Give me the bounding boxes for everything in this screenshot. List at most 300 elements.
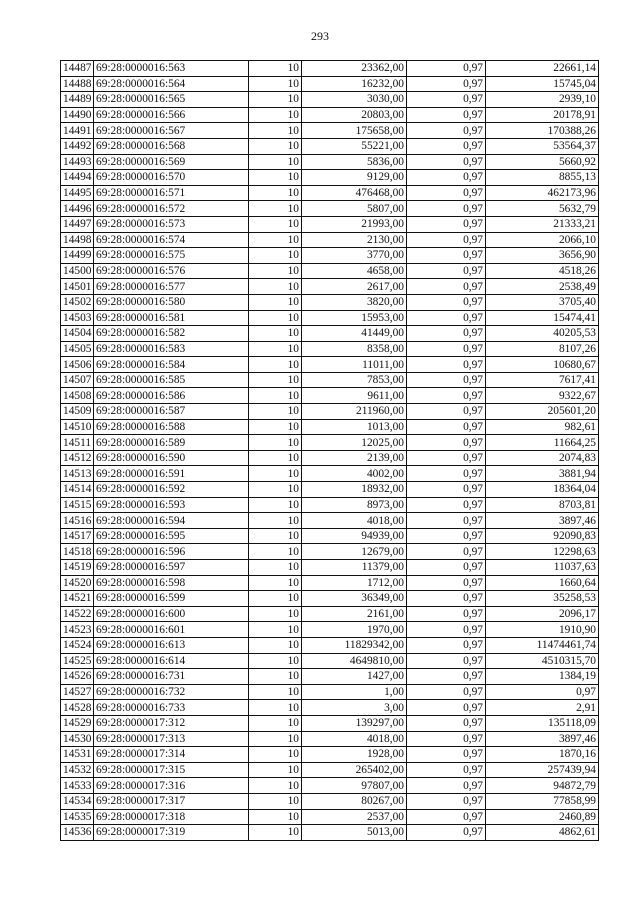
- result-value-cell: 205601,20: [486, 404, 599, 420]
- group-code-cell: 10: [249, 606, 302, 622]
- result-value-cell: 2074,83: [486, 450, 599, 466]
- cadastral-number-cell: 69:28:0000016:585: [94, 372, 249, 388]
- cadastral-value-cell: 2139,00: [302, 450, 407, 466]
- group-code-cell: 10: [249, 637, 302, 653]
- table-row: [61, 809, 599, 825]
- cadastral-value-table: [60, 60, 599, 841]
- group-code-cell: 10: [249, 61, 302, 77]
- result-value-cell: 257439,94: [486, 762, 599, 778]
- row-number-cell: 14524: [61, 637, 94, 653]
- coefficient-cell: 0,97: [407, 793, 486, 809]
- row-number-cell: 14535: [61, 809, 94, 825]
- result-value-cell: 22661,14: [486, 61, 599, 77]
- cadastral-number-cell: 69:28:0000017:317: [94, 793, 249, 809]
- group-code-cell: 10: [249, 170, 302, 186]
- table-row: [61, 544, 599, 560]
- table-row: [61, 263, 599, 279]
- cadastral-number-cell: 69:28:0000017:314: [94, 747, 249, 763]
- row-number-cell: 14529: [61, 715, 94, 731]
- row-number-cell: 14501: [61, 279, 94, 295]
- result-value-cell: 10680,67: [486, 357, 599, 373]
- result-value-cell: 2939,10: [486, 92, 599, 108]
- row-number-cell: 14528: [61, 700, 94, 716]
- cadastral-value-cell: 8358,00: [302, 341, 407, 357]
- group-code-cell: 10: [249, 762, 302, 778]
- result-value-cell: 2538,49: [486, 279, 599, 295]
- group-code-cell: 10: [249, 653, 302, 669]
- row-number-cell: 14526: [61, 669, 94, 685]
- cadastral-value-cell: 18932,00: [302, 482, 407, 498]
- result-value-cell: 92090,83: [486, 528, 599, 544]
- coefficient-cell: 0,97: [407, 154, 486, 170]
- result-value-cell: 170388,26: [486, 123, 599, 139]
- coefficient-cell: 0,97: [407, 809, 486, 825]
- table-row: [61, 232, 599, 248]
- cadastral-number-cell: 69:28:0000016:592: [94, 482, 249, 498]
- cadastral-number-cell: 69:28:0000016:614: [94, 653, 249, 669]
- cadastral-value-cell: 3030,00: [302, 92, 407, 108]
- coefficient-cell: 0,97: [407, 560, 486, 576]
- group-code-cell: 10: [249, 684, 302, 700]
- row-number-cell: 14500: [61, 263, 94, 279]
- cadastral-value-cell: 1970,00: [302, 622, 407, 638]
- cadastral-value-cell: 1,00: [302, 684, 407, 700]
- result-value-cell: 11664,25: [486, 435, 599, 451]
- cadastral-value-cell: 175658,00: [302, 123, 407, 139]
- cadastral-value-cell: 41449,00: [302, 326, 407, 342]
- cadastral-value-cell: 23362,00: [302, 61, 407, 77]
- result-value-cell: 11037,63: [486, 560, 599, 576]
- row-number-cell: 14499: [61, 248, 94, 264]
- group-code-cell: 10: [249, 622, 302, 638]
- coefficient-cell: 0,97: [407, 248, 486, 264]
- cadastral-number-cell: 69:28:0000017:313: [94, 731, 249, 747]
- cadastral-number-cell: 69:28:0000017:315: [94, 762, 249, 778]
- table-row: [61, 528, 599, 544]
- row-number-cell: 14510: [61, 419, 94, 435]
- cadastral-number-cell: 69:28:0000017:319: [94, 825, 249, 841]
- result-value-cell: 4510315,70: [486, 653, 599, 669]
- cadastral-number-cell: 69:28:0000016:591: [94, 466, 249, 482]
- group-code-cell: 10: [249, 575, 302, 591]
- result-value-cell: 15745,04: [486, 76, 599, 92]
- cadastral-number-cell: 69:28:0000016:570: [94, 170, 249, 186]
- result-value-cell: 15474,41: [486, 310, 599, 326]
- result-value-cell: 20178,91: [486, 107, 599, 123]
- cadastral-value-cell: 4018,00: [302, 731, 407, 747]
- result-value-cell: 3897,46: [486, 731, 599, 747]
- table-row: [61, 279, 599, 295]
- row-number-cell: 14507: [61, 372, 94, 388]
- table-row: [61, 731, 599, 747]
- table-row: [61, 684, 599, 700]
- table-row: [61, 419, 599, 435]
- coefficient-cell: 0,97: [407, 778, 486, 794]
- cadastral-number-cell: 69:28:0000016:566: [94, 107, 249, 123]
- cadastral-value-cell: 3770,00: [302, 248, 407, 264]
- table-row: [61, 482, 599, 498]
- result-value-cell: 5632,79: [486, 201, 599, 217]
- table-row: [61, 747, 599, 763]
- table-row: [61, 637, 599, 653]
- table-row: [61, 216, 599, 232]
- group-code-cell: 10: [249, 450, 302, 466]
- coefficient-cell: 0,97: [407, 419, 486, 435]
- cadastral-value-cell: 12025,00: [302, 435, 407, 451]
- table-row: [61, 778, 599, 794]
- cadastral-value-cell: 7853,00: [302, 372, 407, 388]
- cadastral-number-cell: 69:28:0000016:567: [94, 123, 249, 139]
- coefficient-cell: 0,97: [407, 341, 486, 357]
- group-code-cell: 10: [249, 466, 302, 482]
- row-number-cell: 14488: [61, 76, 94, 92]
- row-number-cell: 14525: [61, 653, 94, 669]
- row-number-cell: 14516: [61, 513, 94, 529]
- result-value-cell: 12298,63: [486, 544, 599, 560]
- coefficient-cell: 0,97: [407, 528, 486, 544]
- table-row: [61, 201, 599, 217]
- group-code-cell: 10: [249, 528, 302, 544]
- coefficient-cell: 0,97: [407, 544, 486, 560]
- cadastral-value-cell: 20803,00: [302, 107, 407, 123]
- result-value-cell: 53564,37: [486, 138, 599, 154]
- coefficient-cell: 0,97: [407, 435, 486, 451]
- coefficient-cell: 0,97: [407, 513, 486, 529]
- result-value-cell: 2,91: [486, 700, 599, 716]
- coefficient-cell: 0,97: [407, 216, 486, 232]
- group-code-cell: 10: [249, 700, 302, 716]
- coefficient-cell: 0,97: [407, 762, 486, 778]
- table-row: [61, 762, 599, 778]
- coefficient-cell: 0,97: [407, 263, 486, 279]
- group-code-cell: 10: [249, 560, 302, 576]
- coefficient-cell: 0,97: [407, 747, 486, 763]
- table-row: [61, 404, 599, 420]
- cadastral-value-cell: 1013,00: [302, 419, 407, 435]
- group-code-cell: 10: [249, 154, 302, 170]
- row-number-cell: 14515: [61, 497, 94, 513]
- row-number-cell: 14536: [61, 825, 94, 841]
- result-value-cell: 8107,26: [486, 341, 599, 357]
- cadastral-number-cell: 69:28:0000016:589: [94, 435, 249, 451]
- result-value-cell: 77858,99: [486, 793, 599, 809]
- coefficient-cell: 0,97: [407, 497, 486, 513]
- cadastral-value-cell: 9611,00: [302, 388, 407, 404]
- group-code-cell: 10: [249, 591, 302, 607]
- cadastral-number-cell: 69:28:0000016:576: [94, 263, 249, 279]
- row-number-cell: 14530: [61, 731, 94, 747]
- cadastral-value-cell: 55221,00: [302, 138, 407, 154]
- table-row: [61, 357, 599, 373]
- row-number-cell: 14532: [61, 762, 94, 778]
- group-code-cell: 10: [249, 388, 302, 404]
- row-number-cell: 14505: [61, 341, 94, 357]
- cadastral-number-cell: 69:28:0000016:580: [94, 294, 249, 310]
- coefficient-cell: 0,97: [407, 637, 486, 653]
- table-row: [61, 170, 599, 186]
- row-number-cell: 14533: [61, 778, 94, 794]
- cadastral-number-cell: 69:28:0000016:733: [94, 700, 249, 716]
- coefficient-cell: 0,97: [407, 482, 486, 498]
- cadastral-number-cell: 69:28:0000017:316: [94, 778, 249, 794]
- table-row: [61, 310, 599, 326]
- group-code-cell: 10: [249, 123, 302, 139]
- cadastral-number-cell: 69:28:0000016:569: [94, 154, 249, 170]
- coefficient-cell: 0,97: [407, 450, 486, 466]
- row-number-cell: 14521: [61, 591, 94, 607]
- cadastral-value-cell: 3820,00: [302, 294, 407, 310]
- result-value-cell: 1870,16: [486, 747, 599, 763]
- group-code-cell: 10: [249, 216, 302, 232]
- table-row: [61, 92, 599, 108]
- group-code-cell: 10: [249, 263, 302, 279]
- coefficient-cell: 0,97: [407, 404, 486, 420]
- group-code-cell: 10: [249, 809, 302, 825]
- group-code-cell: 10: [249, 341, 302, 357]
- coefficient-cell: 0,97: [407, 731, 486, 747]
- coefficient-cell: 0,97: [407, 326, 486, 342]
- row-number-cell: 14489: [61, 92, 94, 108]
- cadastral-number-cell: 69:28:0000016:577: [94, 279, 249, 295]
- table-row: [61, 793, 599, 809]
- coefficient-cell: 0,97: [407, 466, 486, 482]
- coefficient-cell: 0,97: [407, 123, 486, 139]
- table-row: [61, 341, 599, 357]
- cadastral-value-cell: 21993,00: [302, 216, 407, 232]
- row-number-cell: 14511: [61, 435, 94, 451]
- coefficient-cell: 0,97: [407, 76, 486, 92]
- cadastral-value-cell: 4018,00: [302, 513, 407, 529]
- group-code-cell: 10: [249, 185, 302, 201]
- group-code-cell: 10: [249, 294, 302, 310]
- cadastral-number-cell: 69:28:0000016:598: [94, 575, 249, 591]
- row-number-cell: 14494: [61, 170, 94, 186]
- cadastral-number-cell: 69:28:0000016:597: [94, 560, 249, 576]
- cadastral-value-cell: 97807,00: [302, 778, 407, 794]
- cadastral-value-cell: 1928,00: [302, 747, 407, 763]
- coefficient-cell: 0,97: [407, 92, 486, 108]
- result-value-cell: 2460,89: [486, 809, 599, 825]
- result-value-cell: 0,97: [486, 684, 599, 700]
- group-code-cell: 10: [249, 419, 302, 435]
- cadastral-value-cell: 265402,00: [302, 762, 407, 778]
- cadastral-number-cell: 69:28:0000016:581: [94, 310, 249, 326]
- result-value-cell: 2066,10: [486, 232, 599, 248]
- cadastral-number-cell: 69:28:0000016:575: [94, 248, 249, 264]
- row-number-cell: 14487: [61, 61, 94, 77]
- result-value-cell: 7617,41: [486, 372, 599, 388]
- cadastral-number-cell: 69:28:0000016:574: [94, 232, 249, 248]
- row-number-cell: 14495: [61, 185, 94, 201]
- row-number-cell: 14522: [61, 606, 94, 622]
- group-code-cell: 10: [249, 76, 302, 92]
- coefficient-cell: 0,97: [407, 61, 486, 77]
- cadastral-number-cell: 69:28:0000016:596: [94, 544, 249, 560]
- cadastral-value-cell: 476468,00: [302, 185, 407, 201]
- result-value-cell: 11474461,74: [486, 637, 599, 653]
- table-row: [61, 825, 599, 841]
- result-value-cell: 3881,94: [486, 466, 599, 482]
- coefficient-cell: 0,97: [407, 684, 486, 700]
- coefficient-cell: 0,97: [407, 107, 486, 123]
- coefficient-cell: 0,97: [407, 669, 486, 685]
- cadastral-value-cell: 2161,00: [302, 606, 407, 622]
- cadastral-value-cell: 3,00: [302, 700, 407, 716]
- result-value-cell: 3656,90: [486, 248, 599, 264]
- row-number-cell: 14531: [61, 747, 94, 763]
- table-row: [61, 653, 599, 669]
- group-code-cell: 10: [249, 544, 302, 560]
- cadastral-number-cell: 69:28:0000016:564: [94, 76, 249, 92]
- cadastral-value-cell: 94939,00: [302, 528, 407, 544]
- coefficient-cell: 0,97: [407, 825, 486, 841]
- row-number-cell: 14534: [61, 793, 94, 809]
- group-code-cell: 10: [249, 279, 302, 295]
- page-number: 293: [311, 29, 329, 43]
- coefficient-cell: 0,97: [407, 279, 486, 295]
- cadastral-value-cell: 139297,00: [302, 715, 407, 731]
- cadastral-number-cell: 69:28:0000016:572: [94, 201, 249, 217]
- cadastral-number-cell: 69:28:0000016:571: [94, 185, 249, 201]
- coefficient-cell: 0,97: [407, 170, 486, 186]
- result-value-cell: 9322,67: [486, 388, 599, 404]
- table-row: [61, 138, 599, 154]
- cadastral-value-cell: 1712,00: [302, 575, 407, 591]
- group-code-cell: 10: [249, 92, 302, 108]
- coefficient-cell: 0,97: [407, 700, 486, 716]
- cadastral-value-cell: 11011,00: [302, 357, 407, 373]
- coefficient-cell: 0,97: [407, 388, 486, 404]
- cadastral-number-cell: 69:28:0000016:586: [94, 388, 249, 404]
- result-value-cell: 8703,81: [486, 497, 599, 513]
- row-number-cell: 14493: [61, 154, 94, 170]
- row-number-cell: 14508: [61, 388, 94, 404]
- table-row: [61, 123, 599, 139]
- cadastral-value-cell: 5013,00: [302, 825, 407, 841]
- table-row: [61, 107, 599, 123]
- table-body: [61, 61, 599, 841]
- table-row: [61, 715, 599, 731]
- coefficient-cell: 0,97: [407, 232, 486, 248]
- row-number-cell: 14496: [61, 201, 94, 217]
- table-row: [61, 669, 599, 685]
- cadastral-value-cell: 9129,00: [302, 170, 407, 186]
- table-row: [61, 622, 599, 638]
- result-value-cell: 4518,26: [486, 263, 599, 279]
- result-value-cell: 462173,96: [486, 185, 599, 201]
- result-value-cell: 3897,46: [486, 513, 599, 529]
- cadastral-value-cell: 2537,00: [302, 809, 407, 825]
- result-value-cell: 1910,90: [486, 622, 599, 638]
- cadastral-value-cell: 36349,00: [302, 591, 407, 607]
- table-row: [61, 591, 599, 607]
- table-row: [61, 372, 599, 388]
- cadastral-number-cell: 69:28:0000017:318: [94, 809, 249, 825]
- row-number-cell: 14512: [61, 450, 94, 466]
- group-code-cell: 10: [249, 482, 302, 498]
- group-code-cell: 10: [249, 513, 302, 529]
- table-row: [61, 76, 599, 92]
- cadastral-number-cell: 69:28:0000016:588: [94, 419, 249, 435]
- group-code-cell: 10: [249, 201, 302, 217]
- group-code-cell: 10: [249, 326, 302, 342]
- result-value-cell: 18364,04: [486, 482, 599, 498]
- cadastral-number-cell: 69:28:0000016:587: [94, 404, 249, 420]
- row-number-cell: 14518: [61, 544, 94, 560]
- group-code-cell: 10: [249, 232, 302, 248]
- row-number-cell: 14506: [61, 357, 94, 373]
- result-value-cell: 4862,61: [486, 825, 599, 841]
- cadastral-number-cell: 69:28:0000016:731: [94, 669, 249, 685]
- cadastral-value-cell: 211960,00: [302, 404, 407, 420]
- result-value-cell: 1660,64: [486, 575, 599, 591]
- cadastral-number-cell: 69:28:0000016:565: [94, 92, 249, 108]
- coefficient-cell: 0,97: [407, 606, 486, 622]
- table-row: [61, 435, 599, 451]
- cadastral-number-cell: 69:28:0000016:584: [94, 357, 249, 373]
- group-code-cell: 10: [249, 793, 302, 809]
- row-number-cell: 14517: [61, 528, 94, 544]
- result-value-cell: 1384,19: [486, 669, 599, 685]
- result-value-cell: 8855,13: [486, 170, 599, 186]
- group-code-cell: 10: [249, 669, 302, 685]
- cadastral-number-cell: 69:28:0000017:312: [94, 715, 249, 731]
- row-number-cell: 14503: [61, 310, 94, 326]
- cadastral-number-cell: 69:28:0000016:563: [94, 61, 249, 77]
- result-value-cell: 135118,09: [486, 715, 599, 731]
- row-number-cell: 14527: [61, 684, 94, 700]
- group-code-cell: 10: [249, 778, 302, 794]
- cadastral-value-cell: 2130,00: [302, 232, 407, 248]
- result-value-cell: 5660,92: [486, 154, 599, 170]
- cadastral-number-cell: 69:28:0000016:582: [94, 326, 249, 342]
- row-number-cell: 14491: [61, 123, 94, 139]
- table-row: [61, 248, 599, 264]
- table-row: [61, 606, 599, 622]
- table-row: [61, 497, 599, 513]
- result-value-cell: 2096,17: [486, 606, 599, 622]
- group-code-cell: 10: [249, 747, 302, 763]
- group-code-cell: 10: [249, 372, 302, 388]
- cadastral-number-cell: 69:28:0000016:593: [94, 497, 249, 513]
- group-code-cell: 10: [249, 435, 302, 451]
- cadastral-number-cell: 69:28:0000016:599: [94, 591, 249, 607]
- table-row: [61, 294, 599, 310]
- group-code-cell: 10: [249, 404, 302, 420]
- group-code-cell: 10: [249, 248, 302, 264]
- cadastral-number-cell: 69:28:0000016:732: [94, 684, 249, 700]
- cadastral-number-cell: 69:28:0000016:601: [94, 622, 249, 638]
- coefficient-cell: 0,97: [407, 575, 486, 591]
- row-number-cell: 14513: [61, 466, 94, 482]
- result-value-cell: 982,61: [486, 419, 599, 435]
- coefficient-cell: 0,97: [407, 653, 486, 669]
- row-number-cell: 14509: [61, 404, 94, 420]
- cadastral-value-cell: 12679,00: [302, 544, 407, 560]
- table-row: [61, 575, 599, 591]
- cadastral-value-cell: 2617,00: [302, 279, 407, 295]
- coefficient-cell: 0,97: [407, 715, 486, 731]
- row-number-cell: 14519: [61, 560, 94, 576]
- table-row: [61, 450, 599, 466]
- coefficient-cell: 0,97: [407, 185, 486, 201]
- group-code-cell: 10: [249, 497, 302, 513]
- result-value-cell: 40205,53: [486, 326, 599, 342]
- cadastral-number-cell: 69:28:0000016:573: [94, 216, 249, 232]
- group-code-cell: 10: [249, 357, 302, 373]
- row-number-cell: 14492: [61, 138, 94, 154]
- table-row: [61, 513, 599, 529]
